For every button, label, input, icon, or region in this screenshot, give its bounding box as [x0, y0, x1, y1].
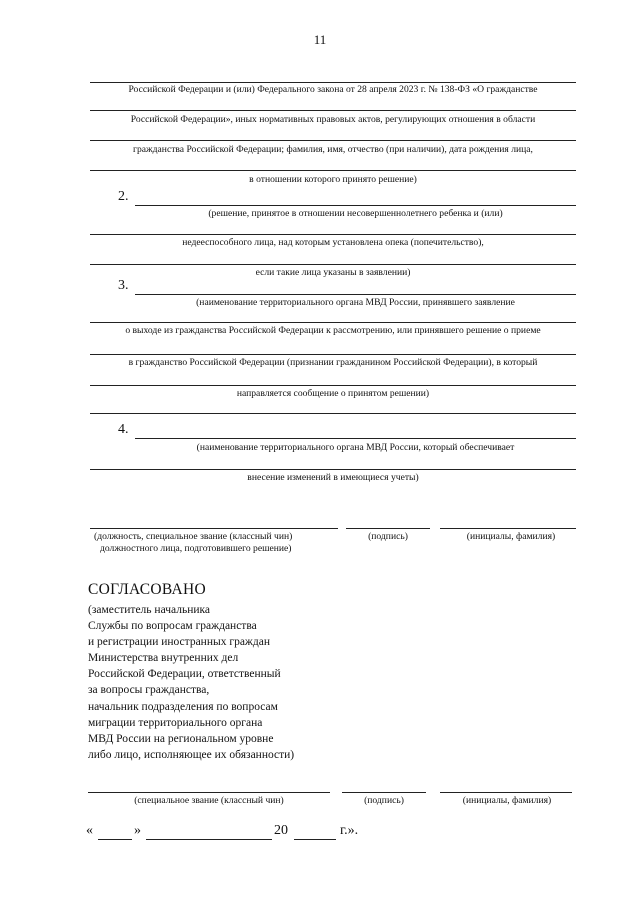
- name-caption: (инициалы, фамилия): [462, 795, 552, 806]
- item2-caption-3: если такие лица указаны в заявлении): [255, 267, 411, 278]
- approval-line: Министерства внутренних дел: [88, 652, 239, 665]
- item3-caption-4: направляется сообщение о принятом решении): [236, 388, 430, 399]
- rule: [90, 469, 576, 470]
- page-number: 11: [313, 32, 327, 47]
- day-field: [98, 839, 132, 840]
- item2-caption-2: недееспособного лица, над которым установлена опека (попечительство),: [182, 237, 484, 248]
- position-line: [90, 528, 338, 529]
- item2-field: [135, 205, 576, 206]
- approval-line: миграции территориального органа: [88, 716, 263, 729]
- rule: [90, 82, 576, 83]
- item3-caption-3: в гражданство Российской Федерации (признании гражданином Российской Федерации), в который: [128, 357, 538, 368]
- approval-line: и регистрации иностранных граждан: [88, 636, 270, 649]
- name-line: [440, 528, 576, 529]
- date-suffix: г.».: [340, 823, 359, 838]
- approval-title: СОГЛАСОВАНО: [88, 581, 207, 598]
- signature-caption: (подпись): [364, 795, 404, 806]
- rank-caption: (специальное звание (классный чин): [134, 795, 284, 806]
- item3-field: [135, 294, 576, 295]
- approval-line: (заместитель начальника: [88, 604, 211, 616]
- section1-line-2: Российской Федерации», иных нормативных правовых актов, регулирующих отношения в области: [130, 114, 536, 125]
- approval-line: Российской Федерации, ответственный: [88, 668, 281, 681]
- rule: [90, 354, 576, 355]
- position-caption-1: (должность, специальное звание (классный чин): [94, 531, 293, 542]
- section1-line-1: Российской Федерации и (или) Федерального закона от 28 апреля 2023 г. № 138-ФЗ «О гражданстве: [128, 84, 538, 95]
- rule: [90, 385, 576, 386]
- signature-line: [346, 528, 430, 529]
- year-prefix: 20: [274, 823, 288, 838]
- position-caption-2: должностного лица, подготовившего решение): [100, 543, 292, 554]
- approval-line: Службы по вопросам гражданства: [88, 620, 257, 633]
- name-caption: (инициалы, фамилия): [466, 531, 556, 542]
- month-field: [146, 839, 272, 840]
- approval-line: начальник подразделения по вопросам: [88, 700, 278, 713]
- date-close-quote: »: [134, 823, 141, 838]
- rule: [90, 264, 576, 265]
- year-field: [294, 839, 336, 840]
- item4-caption-2: внесение изменений в имеющиеся учеты): [247, 472, 419, 483]
- item3-caption-1: (наименование территориального органа МВД России, принявшего заявление: [196, 297, 515, 308]
- rank-line: [88, 792, 330, 793]
- name-line: [440, 792, 572, 793]
- rule: [90, 234, 576, 235]
- signature-caption: (подпись): [368, 531, 408, 542]
- item3-caption-2: о выходе из гражданства Российской Федерации к рассмотрению, или принявшего решение о приеме: [125, 325, 541, 336]
- approval-text: [88, 602, 348, 763]
- signature-line: [342, 792, 426, 793]
- approval-line: за вопросы гражданства,: [88, 684, 210, 697]
- item2-number: 2.: [118, 189, 129, 204]
- rule: [90, 413, 576, 414]
- approval-line: МВД России на региональном уровне: [88, 732, 274, 745]
- section1-line-4: в отношении которого принято решение): [249, 174, 417, 185]
- item4-field: [135, 438, 576, 439]
- item4-number: 4.: [118, 422, 129, 437]
- rule: [90, 140, 576, 141]
- rule: [90, 322, 576, 323]
- approval-line: либо лицо, исполняющее их обязанности): [88, 748, 295, 761]
- item2-caption-1: (решение, принятое в отношении несовершеннолетнего ребенка и (или): [208, 208, 503, 219]
- position-caption: [94, 531, 340, 555]
- rule: [90, 170, 576, 171]
- item3-number: 3.: [118, 278, 129, 293]
- rule: [90, 110, 576, 111]
- item4-caption-1: (наименование территориального органа МВД России, который обеспечивает: [196, 442, 515, 453]
- date-open-quote: «: [86, 823, 93, 838]
- section1-line-3: гражданства Российской Федерации; фамилия, имя, отчество (при наличии), дата рождения лица,: [133, 144, 533, 155]
